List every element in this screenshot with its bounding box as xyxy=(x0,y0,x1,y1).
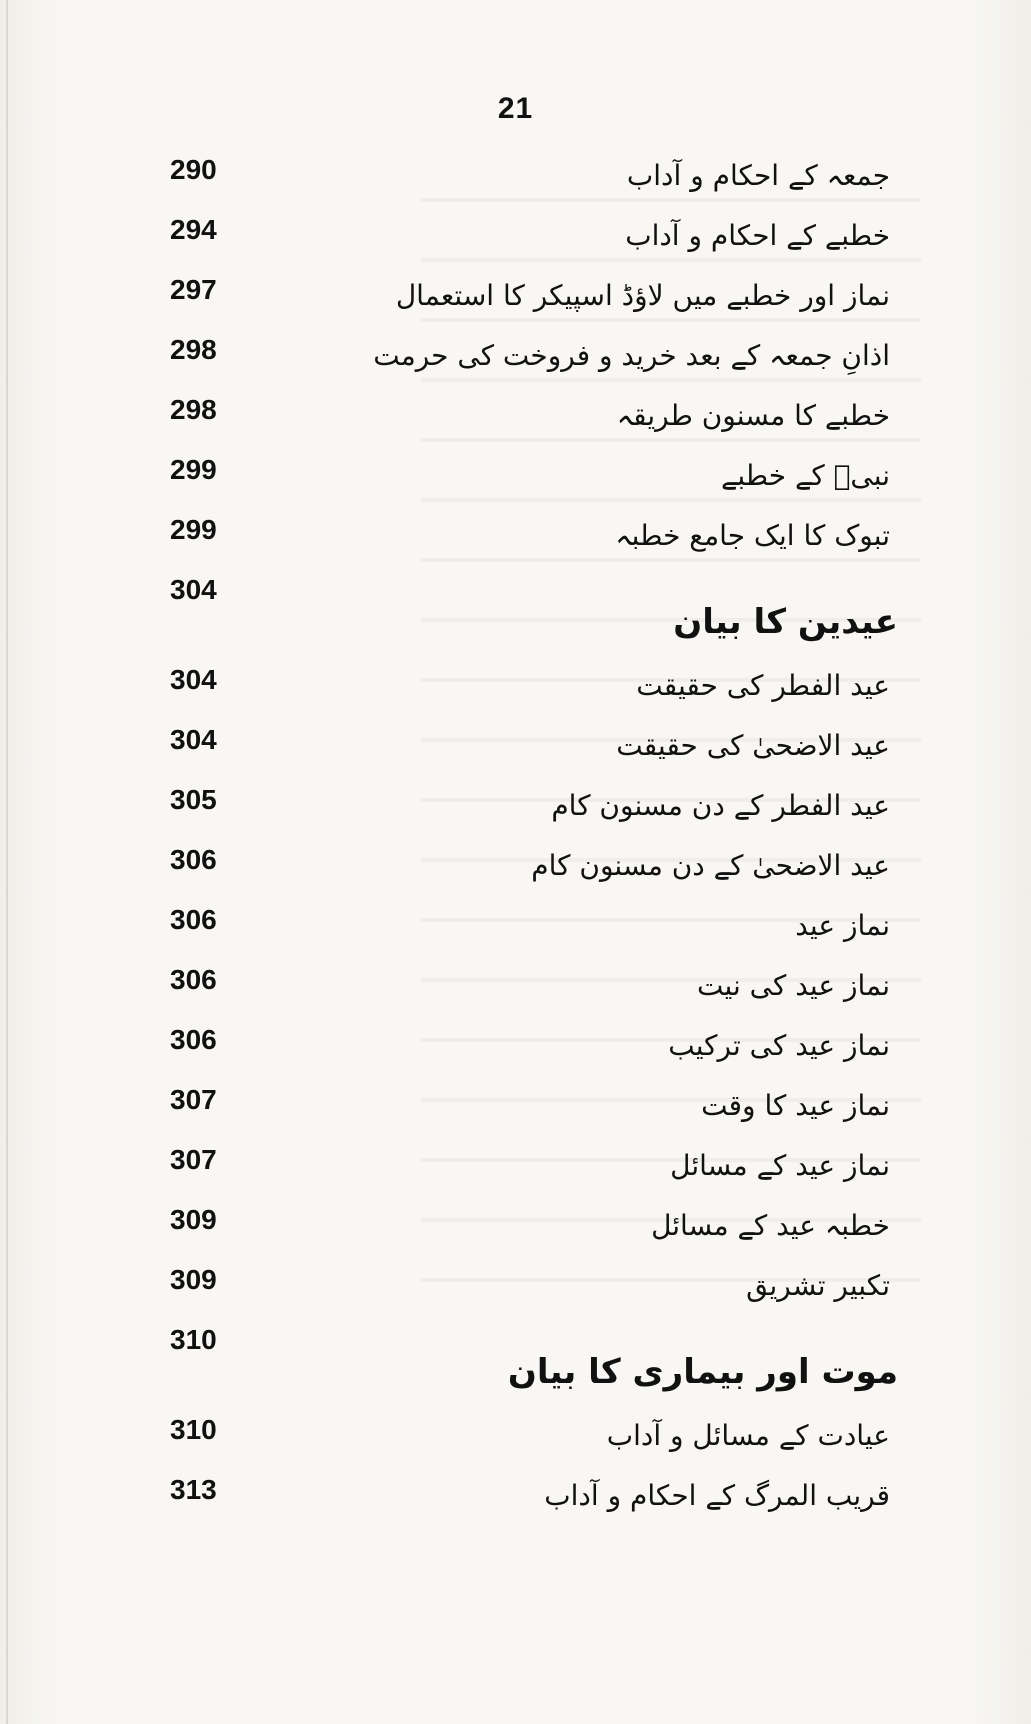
toc-entry-title: خطبے کے احکام و آداب xyxy=(625,219,890,252)
toc-entry-title: خطبہ عید کے مسائل xyxy=(651,1209,890,1242)
toc-page-number: 307 xyxy=(170,1084,217,1115)
toc-entry xyxy=(150,840,890,900)
toc-entry xyxy=(150,1080,890,1140)
toc-entry xyxy=(150,150,890,210)
toc-entry xyxy=(150,270,890,330)
toc-section-heading xyxy=(150,570,898,660)
toc-entry-title: جمعہ کے احکام و آداب xyxy=(626,159,890,192)
toc-entry-title: نماز عید کی ترکیب xyxy=(668,1029,890,1062)
toc-entry-title: اذانِ جمعہ کے بعد خرید و فروخت کی حرمت xyxy=(373,339,890,372)
toc-entry-title: نماز اور خطبے میں لاؤڈ اسپیکر کا استعمال xyxy=(395,279,890,312)
toc-page-number: 306 xyxy=(170,964,217,995)
toc-page-number: 309 xyxy=(170,1204,217,1235)
toc-entry xyxy=(150,720,890,780)
toc-page-number: 297 xyxy=(170,274,217,305)
toc-entry-title: عید الاضحیٰ کی حقیقت xyxy=(616,729,890,762)
toc-entry-title: نماز عید کے مسائل xyxy=(670,1149,890,1182)
toc-entry xyxy=(150,1200,890,1260)
toc-page-number: 306 xyxy=(170,1024,217,1055)
toc-page-number: 298 xyxy=(170,394,217,425)
toc-page-number: 309 xyxy=(170,1264,217,1295)
toc-entry xyxy=(150,1470,890,1530)
toc-entry xyxy=(150,1260,890,1320)
toc-entry-title: نماز عید کا وقت xyxy=(701,1089,890,1122)
toc-page-number: 313 xyxy=(170,1474,217,1505)
toc-entry-title: عید الفطر کی حقیقت xyxy=(636,669,890,702)
toc-page-number: 299 xyxy=(170,514,217,545)
toc-entry xyxy=(150,1020,890,1080)
toc-entry xyxy=(150,900,890,960)
toc-entry-title: قریب المرگ کے احکام و آداب xyxy=(544,1479,890,1512)
toc-heading-title: موت اور بیماری کا بیان xyxy=(507,1352,898,1392)
toc-entry xyxy=(150,450,890,510)
toc-page-number: 304 xyxy=(170,574,217,605)
toc-page-number: 304 xyxy=(170,664,217,695)
toc-entry xyxy=(150,780,890,840)
toc-page-number: 304 xyxy=(170,724,217,755)
toc-entry xyxy=(150,660,890,720)
toc-entry xyxy=(150,1410,890,1470)
toc-entry-title: نماز عید xyxy=(795,909,890,942)
toc-entry xyxy=(150,510,890,570)
toc-page-number: 290 xyxy=(170,154,217,185)
toc-page-number: 294 xyxy=(170,214,217,245)
toc-entry-title: عید الفطر کے دن مسنون کام xyxy=(551,789,890,822)
toc-entry xyxy=(150,210,890,270)
toc-entry xyxy=(150,960,890,1020)
toc-entry-title: عیادت کے مسائل و آداب xyxy=(606,1419,890,1452)
toc-page-number: 305 xyxy=(170,784,217,815)
toc-page-number: 306 xyxy=(170,904,217,935)
table-of-contents xyxy=(150,150,898,1530)
toc-page-number: 310 xyxy=(170,1324,217,1355)
toc-entry-title: نماز عید کی نیت xyxy=(697,969,890,1002)
toc-page-number: 307 xyxy=(170,1144,217,1175)
toc-heading-title: عیدین کا بیان xyxy=(673,602,898,642)
toc-entry-title: تکبیر تشریق xyxy=(746,1269,890,1302)
toc-page-number: 310 xyxy=(170,1414,217,1445)
toc-entry-title: نبیؐ کے خطبے xyxy=(720,459,890,492)
page-edge-shadow xyxy=(6,0,8,1724)
toc-entry-title: خطبے کا مسنون طریقہ xyxy=(616,399,890,432)
toc-page-number: 299 xyxy=(170,454,217,485)
toc-entry xyxy=(150,1140,890,1200)
toc-page-number: 306 xyxy=(170,844,217,875)
toc-entry xyxy=(150,330,890,390)
page-number: 21 xyxy=(497,92,534,125)
toc-entry-title: تبوک کا ایک جامع خطبہ xyxy=(615,519,890,552)
toc-page-number: 298 xyxy=(170,334,217,365)
toc-entry xyxy=(150,390,890,450)
toc-section-heading xyxy=(150,1320,898,1410)
toc-entry-title: عید الاضحیٰ کے دن مسنون کام xyxy=(531,849,890,882)
